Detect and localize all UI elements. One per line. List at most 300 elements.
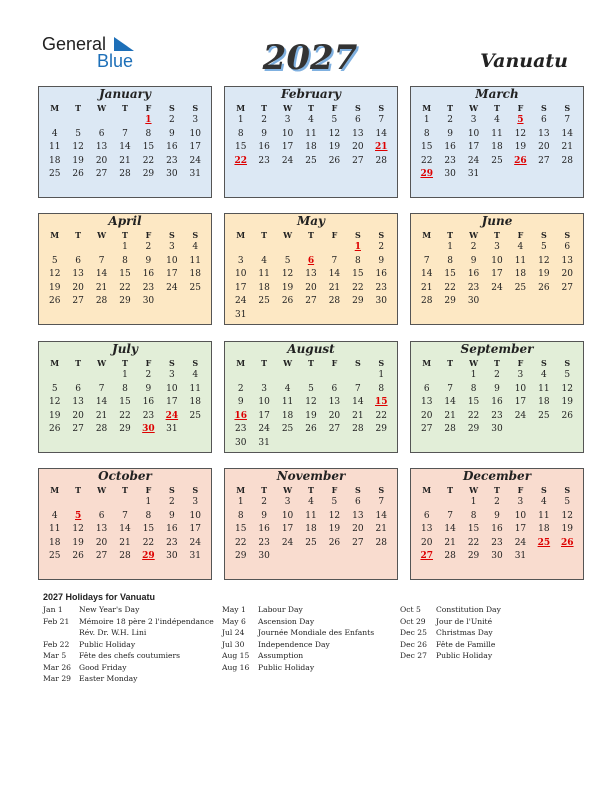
weekday-header: S — [354, 230, 361, 240]
weekday-header: T — [308, 230, 314, 240]
day-cell: 8 — [423, 128, 430, 139]
day-cell: 28 — [420, 296, 433, 307]
month-september — [410, 341, 584, 453]
holiday-column — [222, 605, 374, 674]
weekday-header: T — [494, 485, 500, 495]
weekday-header: T — [261, 103, 268, 113]
day-cell: 26 — [561, 410, 573, 421]
day-cell: 13 — [561, 255, 573, 266]
holiday-name: Assumption — [258, 651, 304, 660]
day-cell: 6 — [331, 383, 338, 394]
day-cell: 28 — [352, 424, 364, 435]
day-cell: 16 — [166, 524, 178, 535]
day-cell: 26 — [328, 155, 341, 166]
holiday-name: Good Friday — [79, 662, 127, 672]
weekday-header: W — [469, 103, 479, 113]
day-cell: 7 — [564, 115, 571, 125]
weekday-header: T — [494, 103, 500, 113]
holiday-row — [43, 605, 214, 617]
day-cell: 30 — [491, 424, 503, 435]
day-cell: 10 — [189, 510, 201, 521]
day-cell: 27 — [352, 537, 364, 548]
holiday-name: Mémoire 18 père 2 l'indépendance — [79, 616, 214, 626]
weekday-header: W — [97, 103, 107, 113]
day-cell: 16 — [258, 142, 270, 153]
day-cell: 1 — [470, 497, 477, 507]
weekday-header: S — [564, 358, 571, 368]
weekday-header: S — [168, 358, 175, 368]
day-cell: 17 — [189, 524, 201, 535]
country-name: Vanuatu — [480, 50, 568, 72]
weekday-header: M — [50, 230, 60, 240]
day-cell: 18 — [189, 269, 201, 280]
empty-cell — [276, 241, 299, 255]
day-cell: 5 — [564, 497, 571, 507]
day-cell: 29 — [234, 551, 247, 562]
day-cell: 16 — [142, 269, 155, 280]
weekday-header: M — [236, 358, 246, 368]
day-cell: 6 — [540, 115, 547, 125]
day-cell: 9 — [145, 255, 152, 266]
day-cell: 10 — [281, 128, 294, 139]
day-cell: 27 — [72, 296, 84, 307]
day-cell: 7 — [122, 510, 128, 521]
empty-cell — [276, 369, 299, 383]
day-cell: 11 — [491, 128, 503, 139]
day-cell: 25 — [491, 155, 503, 166]
day-cell: 30 — [491, 551, 503, 562]
holiday-date: Aug 15 — [222, 651, 250, 660]
day-cell: 27 — [72, 424, 84, 435]
holiday-row — [43, 640, 214, 652]
empty-cell — [90, 241, 113, 255]
weekday-header: T — [447, 358, 454, 368]
empty-cell — [90, 496, 113, 510]
day-cell: 10 — [467, 128, 480, 139]
day-cell: 3 — [237, 255, 244, 266]
day-cell: 13 — [95, 142, 108, 153]
logo-flag-icon — [112, 35, 136, 53]
empty-cell — [299, 369, 322, 383]
day-cell: 8 — [378, 383, 385, 394]
empty-cell — [66, 241, 89, 255]
holiday-name: Christmas Day — [436, 628, 493, 637]
weekday-header: S — [540, 358, 547, 368]
weekday-header: F — [145, 103, 152, 113]
weekday-header: M — [236, 230, 246, 240]
day-cell: 23 — [491, 410, 503, 421]
day-cell: 8 — [122, 255, 128, 266]
holiday-date: Feb 22 — [43, 639, 70, 649]
day-cell: 13 — [420, 524, 433, 535]
empty-cell — [415, 241, 438, 255]
weekday-header: W — [283, 230, 293, 240]
holiday-name: Public Holiday — [258, 662, 315, 672]
month-march — [410, 86, 584, 198]
day-cell: 4 — [540, 497, 547, 507]
day-cell: 2 — [168, 497, 175, 507]
day-grid — [39, 484, 211, 564]
weekday-header: T — [447, 230, 454, 240]
day-cell: 19 — [72, 155, 84, 166]
day-cell: 30 — [234, 437, 247, 448]
day-grid — [411, 229, 583, 309]
day-cell: 27 — [305, 296, 317, 307]
day-cell: 6 — [564, 242, 571, 252]
empty-cell — [66, 369, 89, 383]
weekday-header: W — [469, 358, 479, 368]
calendar-year: 2027 — [262, 38, 358, 78]
holiday-day-cell: 24 — [165, 410, 179, 421]
weekday-header: S — [564, 485, 571, 495]
day-cell: 12 — [281, 269, 294, 280]
day-cell: 2 — [261, 115, 267, 125]
day-cell: 14 — [95, 397, 108, 408]
day-cell: 22 — [375, 410, 387, 421]
empty-cell — [90, 369, 113, 383]
day-cell: 11 — [258, 269, 270, 280]
holiday-day-cell: 15 — [375, 397, 388, 408]
weekday-header: T — [261, 358, 268, 368]
empty-cell — [346, 369, 369, 383]
weekday-header: S — [354, 485, 361, 495]
holiday-date: Oct 29 — [400, 616, 426, 626]
day-cell: 14 — [95, 269, 108, 280]
weekday-header: S — [564, 103, 571, 113]
weekday-header: T — [261, 230, 268, 240]
day-cell: 1 — [145, 497, 152, 507]
weekday-header: S — [378, 230, 385, 240]
weekday-header: T — [75, 103, 82, 113]
day-cell: 29 — [467, 551, 480, 562]
day-cell: 24 — [514, 410, 527, 421]
holiday-date: Feb 21 — [43, 616, 70, 626]
holiday-date: May 1 — [222, 605, 246, 614]
weekday-header: S — [564, 230, 571, 240]
day-cell: 24 — [281, 155, 294, 166]
day-cell: 9 — [378, 255, 385, 266]
month-april — [38, 213, 212, 325]
holiday-date: Jul 30 — [222, 639, 245, 649]
holiday-date: Mar 29 — [43, 674, 72, 683]
holiday-day-cell: 26 — [561, 537, 574, 548]
holiday-day-cell: 26 — [514, 155, 527, 166]
day-grid — [39, 102, 211, 182]
day-cell: 15 — [467, 524, 480, 535]
weekday-header: M — [50, 103, 60, 113]
weekday-header: F — [145, 485, 152, 495]
day-cell: 2 — [145, 370, 152, 380]
day-cell: 17 — [234, 282, 247, 293]
day-cell: 10 — [281, 510, 294, 521]
weekday-header: W — [97, 358, 107, 368]
day-cell: 11 — [538, 510, 550, 521]
day-cell: 19 — [72, 537, 84, 548]
day-cell: 28 — [444, 424, 456, 435]
day-cell: 5 — [331, 497, 338, 507]
day-cell: 11 — [514, 255, 527, 266]
day-cell: 22 — [119, 282, 131, 293]
day-cell: 29 — [352, 296, 364, 307]
weekday-header: T — [122, 230, 128, 240]
day-cell: 18 — [514, 269, 527, 280]
day-cell: 1 — [447, 242, 453, 252]
day-cell: 1 — [378, 370, 385, 380]
day-cell: 19 — [561, 397, 573, 408]
weekday-header: M — [50, 485, 60, 495]
day-cell: 9 — [494, 383, 500, 394]
day-cell: 2 — [378, 242, 385, 252]
day-cell: 18 — [258, 282, 270, 293]
weekday-header: W — [469, 230, 479, 240]
day-cell: 16 — [142, 397, 155, 408]
holiday-day-cell: 27 — [420, 551, 433, 562]
day-cell: 4 — [51, 510, 58, 521]
empty-cell — [43, 369, 66, 383]
day-cell: 14 — [444, 397, 456, 408]
month-title: November — [276, 469, 346, 483]
holiday-day-cell: 30 — [142, 424, 155, 435]
day-cell: 4 — [540, 370, 547, 380]
day-cell: 22 — [142, 155, 155, 166]
day-cell: 26 — [48, 296, 61, 307]
day-cell: 19 — [328, 142, 341, 153]
holiday-column — [43, 605, 214, 686]
day-cell: 23 — [467, 282, 480, 293]
month-title: July — [112, 342, 138, 356]
month-title: June — [481, 214, 513, 228]
day-cell: 31 — [166, 424, 178, 435]
day-cell: 30 — [166, 551, 178, 562]
day-cell: 31 — [258, 437, 270, 448]
day-cell: 21 — [119, 155, 131, 166]
day-grid — [225, 229, 397, 323]
day-cell: 4 — [261, 255, 267, 266]
day-cell: 5 — [308, 383, 314, 394]
day-cell: 8 — [470, 383, 477, 394]
holiday-day-cell: 5 — [517, 115, 524, 125]
day-cell: 26 — [305, 424, 317, 435]
month-title: March — [475, 87, 519, 101]
day-cell: 14 — [352, 397, 364, 408]
day-cell: 30 — [142, 296, 155, 307]
day-cell: 2 — [470, 242, 477, 252]
day-cell: 18 — [538, 397, 550, 408]
day-cell: 20 — [72, 282, 84, 293]
day-cell: 24 — [281, 537, 294, 548]
day-cell: 24 — [467, 155, 480, 166]
weekday-header: W — [283, 485, 293, 495]
weekday-header: M — [236, 103, 246, 113]
weekday-header: S — [378, 358, 385, 368]
day-cell: 16 — [375, 269, 387, 280]
day-cell: 10 — [491, 255, 503, 266]
day-cell: 28 — [328, 296, 341, 307]
month-title: January — [99, 87, 151, 101]
day-cell: 23 — [142, 282, 155, 293]
holiday-date: Jul 24 — [222, 628, 245, 637]
day-cell: 3 — [470, 115, 477, 125]
day-cell: 25 — [305, 155, 317, 166]
day-cell: 12 — [72, 524, 84, 535]
day-cell: 13 — [352, 128, 364, 139]
day-cell: 20 — [420, 537, 433, 548]
day-cell: 15 — [234, 142, 247, 153]
day-cell: 4 — [308, 115, 314, 125]
month-title: December — [462, 469, 532, 483]
month-february — [224, 86, 398, 198]
day-cell: 1 — [237, 497, 244, 507]
empty-cell — [252, 369, 275, 383]
day-cell: 3 — [168, 370, 175, 380]
day-cell: 15 — [420, 142, 433, 153]
day-grid — [225, 357, 397, 451]
empty-cell — [43, 496, 66, 510]
holiday-day-cell: 29 — [420, 169, 433, 180]
day-cell: 28 — [444, 551, 456, 562]
day-cell: 18 — [305, 524, 317, 535]
day-cell: 26 — [72, 551, 84, 562]
day-cell: 17 — [514, 397, 527, 408]
day-cell: 22 — [420, 155, 433, 166]
holiday-row — [43, 617, 214, 629]
day-cell: 4 — [494, 115, 500, 125]
day-cell: 20 — [420, 410, 433, 421]
day-cell: 22 — [142, 537, 155, 548]
holiday-name: Fête de Famille — [436, 639, 496, 649]
holiday-date: Mar 26 — [43, 662, 72, 672]
day-cell: 21 — [95, 410, 108, 421]
day-cell: 5 — [540, 242, 547, 252]
day-cell: 21 — [95, 282, 108, 293]
day-cell: 24 — [514, 537, 527, 548]
holiday-day-cell: 25 — [537, 537, 551, 548]
day-cell: 20 — [328, 410, 341, 421]
day-cell: 23 — [444, 155, 456, 166]
day-cell: 16 — [166, 142, 178, 153]
day-cell: 6 — [354, 115, 361, 125]
day-cell: 2 — [494, 497, 500, 507]
empty-cell — [323, 369, 346, 383]
day-cell: 19 — [328, 524, 341, 535]
holiday-row — [400, 651, 501, 663]
month-title: May — [296, 214, 326, 228]
weekday-header: T — [494, 358, 500, 368]
day-cell: 2 — [237, 383, 244, 394]
month-title: August — [287, 342, 335, 356]
holiday-date: Dec 27 — [400, 651, 427, 660]
day-cell: 7 — [354, 383, 361, 394]
day-cell: 9 — [470, 255, 477, 266]
day-cell: 8 — [470, 510, 477, 521]
day-cell: 24 — [234, 296, 247, 307]
day-cell: 14 — [119, 524, 131, 535]
holiday-date: Jan 1 — [43, 605, 63, 614]
day-cell: 17 — [491, 269, 503, 280]
weekday-header: T — [122, 103, 128, 113]
day-cell: 10 — [514, 510, 527, 521]
day-cell: 24 — [166, 282, 178, 293]
day-cell: 17 — [166, 397, 178, 408]
holiday-name: Easter Monday — [79, 674, 138, 683]
weekday-header: S — [168, 103, 175, 113]
day-cell: 8 — [237, 128, 244, 139]
holiday-day-cell: 22 — [234, 155, 247, 166]
month-title: February — [280, 87, 341, 101]
day-cell: 13 — [328, 397, 341, 408]
day-cell: 1 — [423, 115, 430, 125]
weekday-header: F — [517, 485, 524, 495]
holiday-day-cell: 6 — [307, 255, 315, 266]
day-cell: 4 — [284, 383, 291, 394]
day-cell: 19 — [538, 269, 550, 280]
day-cell: 27 — [328, 424, 341, 435]
day-cell: 3 — [517, 370, 524, 380]
day-cell: 24 — [189, 155, 201, 166]
holiday-date: Oct 5 — [400, 605, 421, 614]
day-cell: 15 — [142, 142, 155, 153]
weekday-header: W — [469, 485, 479, 495]
holiday-name: Public Holiday — [436, 651, 493, 660]
day-cell: 28 — [95, 296, 108, 307]
day-cell: 21 — [444, 537, 456, 548]
holiday-name: Jour de l'Unité — [436, 616, 493, 626]
day-cell: 1 — [122, 242, 128, 252]
month-october — [38, 468, 212, 580]
empty-cell — [66, 496, 89, 510]
day-cell: 3 — [192, 115, 199, 125]
day-cell: 20 — [305, 282, 317, 293]
day-cell: 19 — [281, 282, 294, 293]
day-cell: 13 — [72, 269, 84, 280]
day-cell: 3 — [192, 497, 199, 507]
day-cell: 19 — [48, 410, 61, 421]
day-cell: 4 — [192, 242, 199, 252]
day-cell: 23 — [142, 410, 155, 421]
day-grid — [39, 229, 211, 309]
day-grid — [411, 484, 583, 564]
day-cell: 10 — [166, 383, 178, 394]
weekday-header: T — [261, 485, 268, 495]
day-cell: 20 — [352, 524, 364, 535]
weekday-header: F — [331, 230, 338, 240]
day-cell: 28 — [119, 551, 131, 562]
day-cell: 22 — [234, 537, 247, 548]
weekday-header: T — [447, 485, 454, 495]
day-cell: 20 — [538, 142, 550, 153]
day-cell: 14 — [328, 269, 341, 280]
day-cell: 7 — [378, 115, 385, 125]
holiday-column — [400, 605, 501, 663]
day-cell: 10 — [166, 255, 178, 266]
day-cell: 12 — [561, 383, 573, 394]
day-cell: 7 — [122, 128, 128, 139]
day-grid — [411, 357, 583, 437]
day-cell: 27 — [561, 282, 573, 293]
day-cell: 28 — [95, 424, 108, 435]
day-cell: 12 — [72, 142, 84, 153]
day-cell: 12 — [514, 128, 527, 139]
day-cell: 17 — [281, 524, 294, 535]
day-cell: 1 — [122, 370, 128, 380]
day-cell: 21 — [328, 282, 341, 293]
empty-cell — [299, 241, 322, 255]
day-cell: 26 — [48, 424, 61, 435]
weekday-header: M — [236, 485, 246, 495]
holiday-date: Dec 26 — [400, 639, 427, 649]
day-cell: 6 — [75, 383, 81, 394]
weekday-header: S — [540, 103, 547, 113]
